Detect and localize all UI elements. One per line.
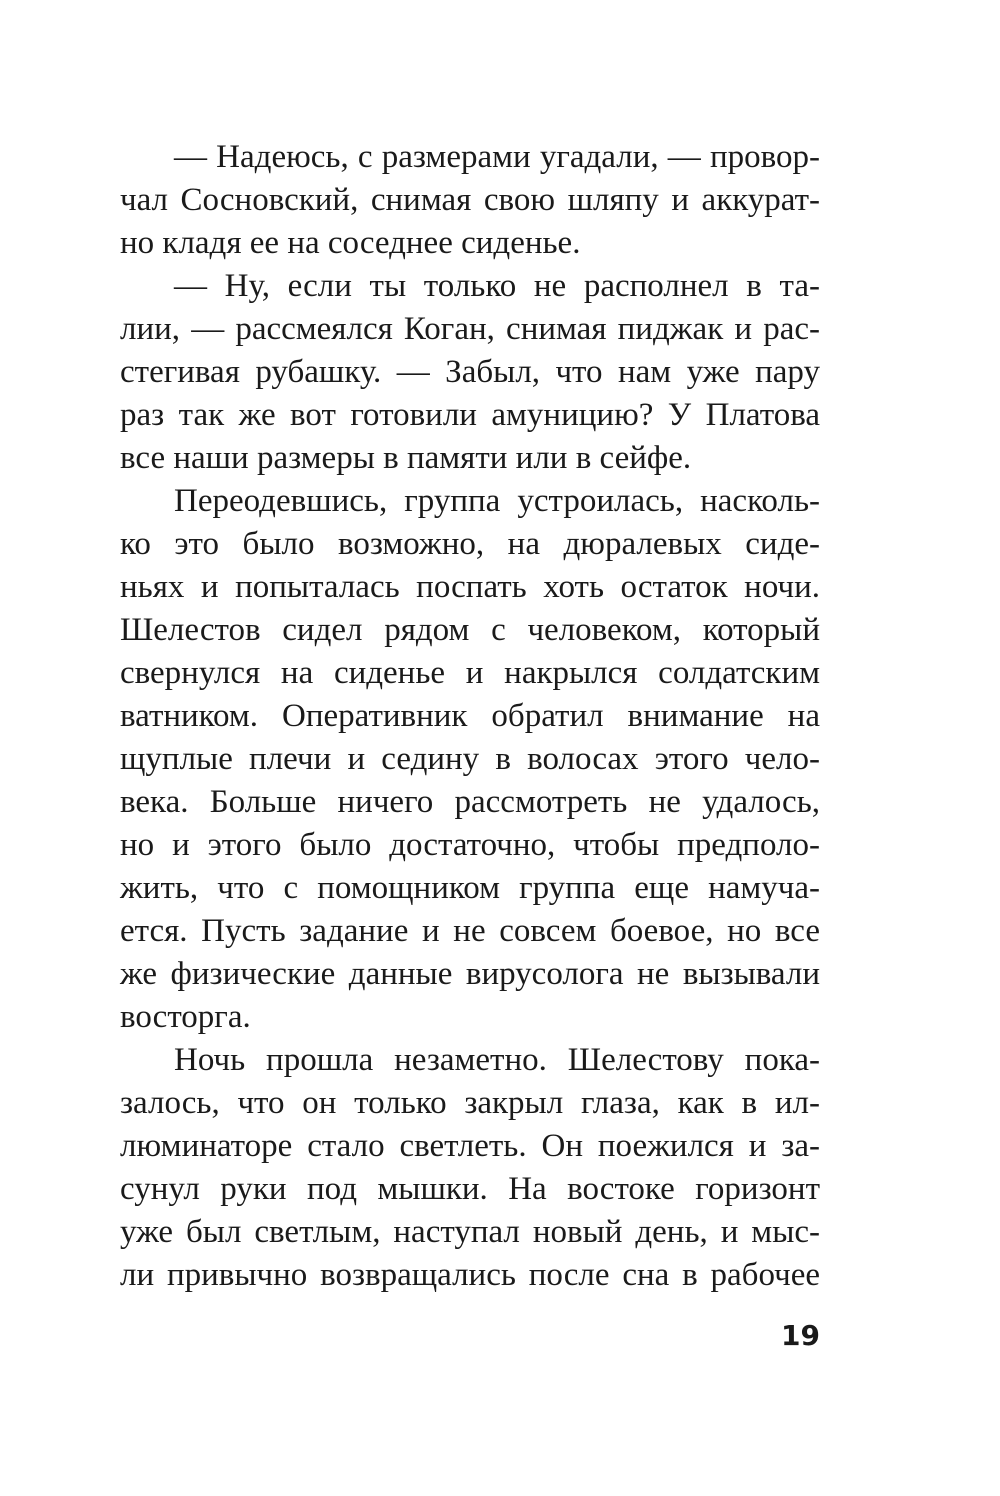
- text-line: щуплые плечи и седину в волосах этого чело-: [120, 741, 820, 777]
- text-line: ли привычно возвращались после сна в рабочее: [120, 1257, 820, 1293]
- text-line: уже был светлым, наступал новый день, и мыс-: [120, 1214, 820, 1250]
- text-line: Шелестов сидел рядом с человеком, который: [120, 612, 820, 648]
- text-line: Ночь прошла незаметно. Шелестову пока-: [174, 1042, 820, 1078]
- text-line: все наши размеры в памяти или в сейфе.: [120, 440, 692, 476]
- text-line: ньях и попыталась поспать хоть остаток ночи.: [120, 569, 820, 605]
- text-line: залось, что он только закрыл глаза, как в ил-: [120, 1085, 820, 1121]
- text-line: же физические данные вирусолога не вызывали: [120, 956, 820, 992]
- text-line: — Ну, если ты только не располнел в та-: [174, 268, 820, 304]
- text-line: ватником. Оперативник обратил внимание на: [120, 698, 820, 734]
- text-line: но кладя ее на соседнее сиденье.: [120, 225, 581, 261]
- text-line: Переодевшись, группа устроилась, насколь-: [174, 483, 820, 519]
- text-line: сунул руки под мышки. На востоке горизонт: [120, 1171, 820, 1207]
- text-line: свернулся на сиденье и накрылся солдатским: [120, 655, 820, 691]
- text-line: но и этого было достаточно, чтобы предполо-: [120, 827, 820, 863]
- text-line: чал Сосновский, снимая свою шляпу и аккурат-: [120, 182, 820, 218]
- text-line: — Надеюсь, с размерами угадали, — провор-: [174, 139, 820, 175]
- text-line: века. Больше ничего рассмотреть не удалось,: [120, 784, 820, 820]
- text-line: раз так же вот готовили амуницию? У Платова: [120, 397, 820, 433]
- page-number: 19: [781, 1319, 820, 1352]
- text-line: лии, — рассмеялся Коган, снимая пиджак и рас-: [120, 311, 820, 347]
- page-body: [120, 136, 820, 1297]
- text-line: ется. Пусть задание и не совсем боевое, но все: [120, 913, 820, 949]
- text-line: восторга.: [120, 999, 251, 1035]
- text-line: стегивая рубашку. — Забыл, что нам уже пару: [120, 354, 820, 390]
- text-line: жить, что с помощником группа еще намуча-: [120, 870, 820, 906]
- text-line: ко это было возможно, на дюралевых сиде-: [120, 526, 820, 562]
- text-line: люминаторе стало светлеть. Он поежился и за-: [120, 1128, 820, 1164]
